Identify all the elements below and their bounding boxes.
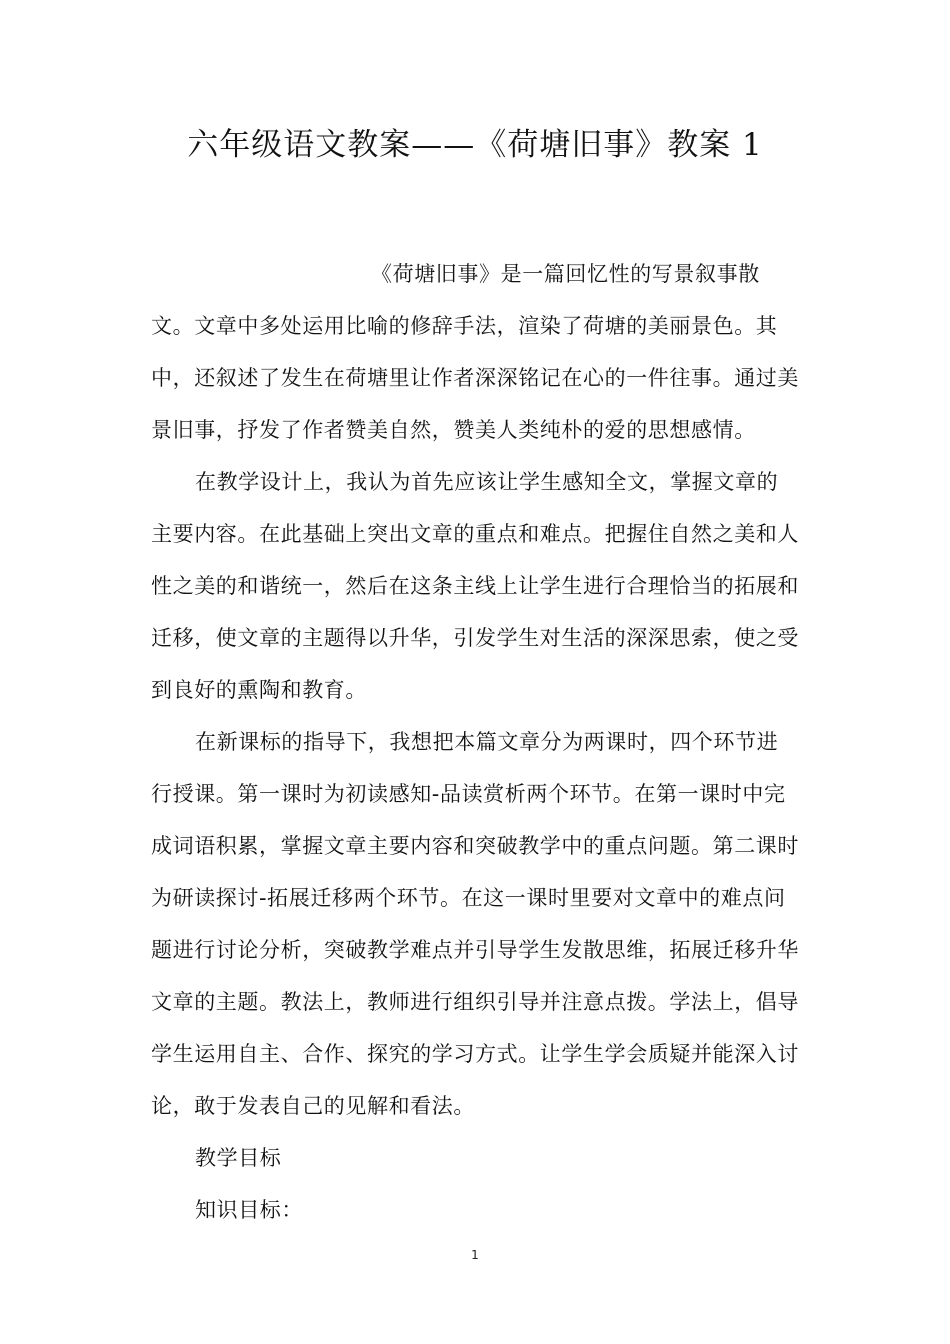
document-title: 六年级语文教案——《荷塘旧事》教案 1 <box>187 127 763 163</box>
page-number: 1 <box>471 1248 479 1262</box>
document-body <box>151 248 799 1236</box>
paragraph-intro: 《荷塘旧事》是一篇回忆性的写景叙事散文。文章中多处运用比喻的修辞手法，渲染了荷塘的美丽景色。其中，还叙述了发生在荷塘里让作者深深铭记在心的一件往事。通过美景旧事，抒发了作者赞美自然，赞美人类纯朴的爱的思想感情。 <box>151 262 799 442</box>
heading-teaching-goals: 教学目标 <box>195 1146 282 1170</box>
heading-knowledge-goals: 知识目标： <box>195 1198 303 1222</box>
paragraph-curriculum: 在新课标的指导下，我想把本篇文章分为两课时，四个环节进行授课。第一课时为初读感知-品读赏析两个环节。在第一课时中完成词语积累，掌握文章主要内容和突破教学中的重点问题。第二课时为研读探讨-拓展迁移两个环节。在这一课时里要对文章中的难点问题进行讨论分析，突破教学难点并引导学生发散思维，拓展迁移升华文章的主题。教法上，教师进行组织引导并注意点拨。学法上，倡导学生运用自主、合作、探究的学习方式。让学生学会质疑并能深入讨论，敢于发表自己的见解和看法。 <box>151 730 799 1118</box>
paragraph-design: 在教学设计上，我认为首先应该让学生感知全文，掌握文章的主要内容。在此基础上突出文章的重点和难点。把握住自然之美和人性之美的和谐统一，然后在这条主线上让学生进行合理恰当的拓展和迁移，使文章的主题得以升华，引发学生对生活的深深思索，使之受到良好的熏陶和教育。 <box>151 470 799 702</box>
